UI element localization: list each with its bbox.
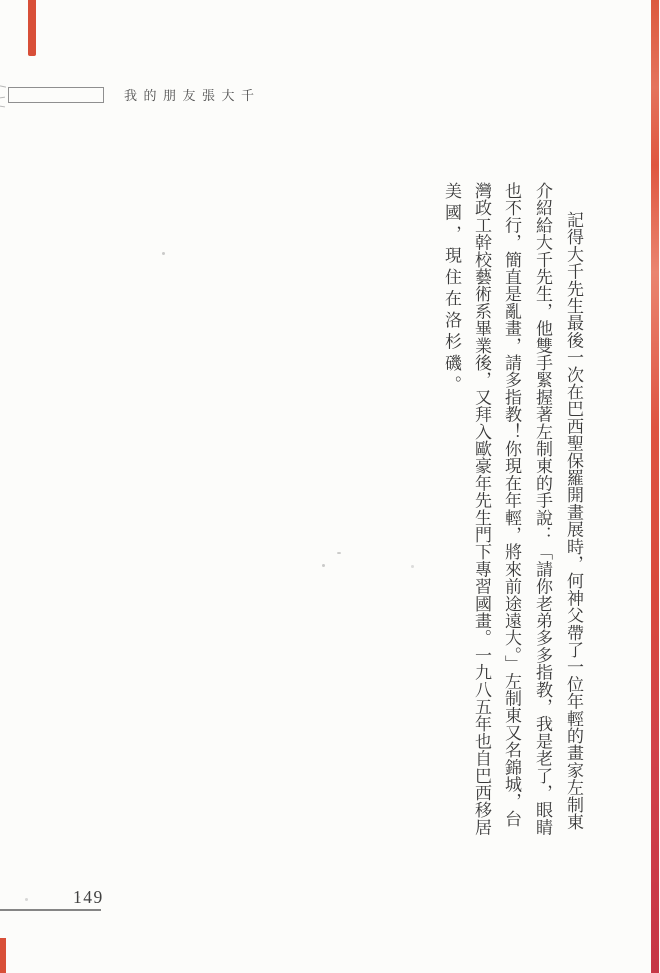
scan-speck — [0, 106, 5, 108]
scan-speck — [25, 898, 28, 901]
text-column-4: 灣政工幹校藝術系畢業後，又拜入歐豪年先生門下專習國畫。一九八五年也自巴西移居 — [472, 182, 491, 836]
scan-speck — [78, 896, 80, 898]
scan-edge-strip-right — [651, 0, 659, 973]
scan-edge-strip-bottom-left — [0, 938, 6, 973]
scan-speck — [322, 564, 325, 567]
scan-speck — [0, 97, 5, 99]
footer-rule — [0, 909, 101, 911]
text-column-1: 記得大千先生最後一次在巴西聖保羅開畫展時，何神父帶了一位年輕的畫家左制東 — [564, 211, 583, 831]
scan-edge-strip-top-left — [28, 0, 36, 56]
text-column-2: 介紹給大千先生，他雙手緊握著左制東的手說：「請你老弟多多指教，我是老了，眼睛 — [533, 182, 552, 836]
text-column-5: 美國，現住在洛杉磯。 — [442, 182, 461, 397]
text-column-3: 也不行，簡直是亂畫，請多指教！你現在年輕，將來前途遠大。」左制東又名錦城，台 — [502, 182, 521, 828]
scan-speck — [411, 565, 414, 568]
page-number: 149 — [73, 887, 104, 907]
header-box — [8, 87, 104, 103]
running-head: 我的朋友張大千 — [124, 88, 261, 103]
scan-speck — [0, 85, 6, 87]
scan-speck — [337, 552, 341, 554]
scan-speck — [162, 252, 165, 255]
